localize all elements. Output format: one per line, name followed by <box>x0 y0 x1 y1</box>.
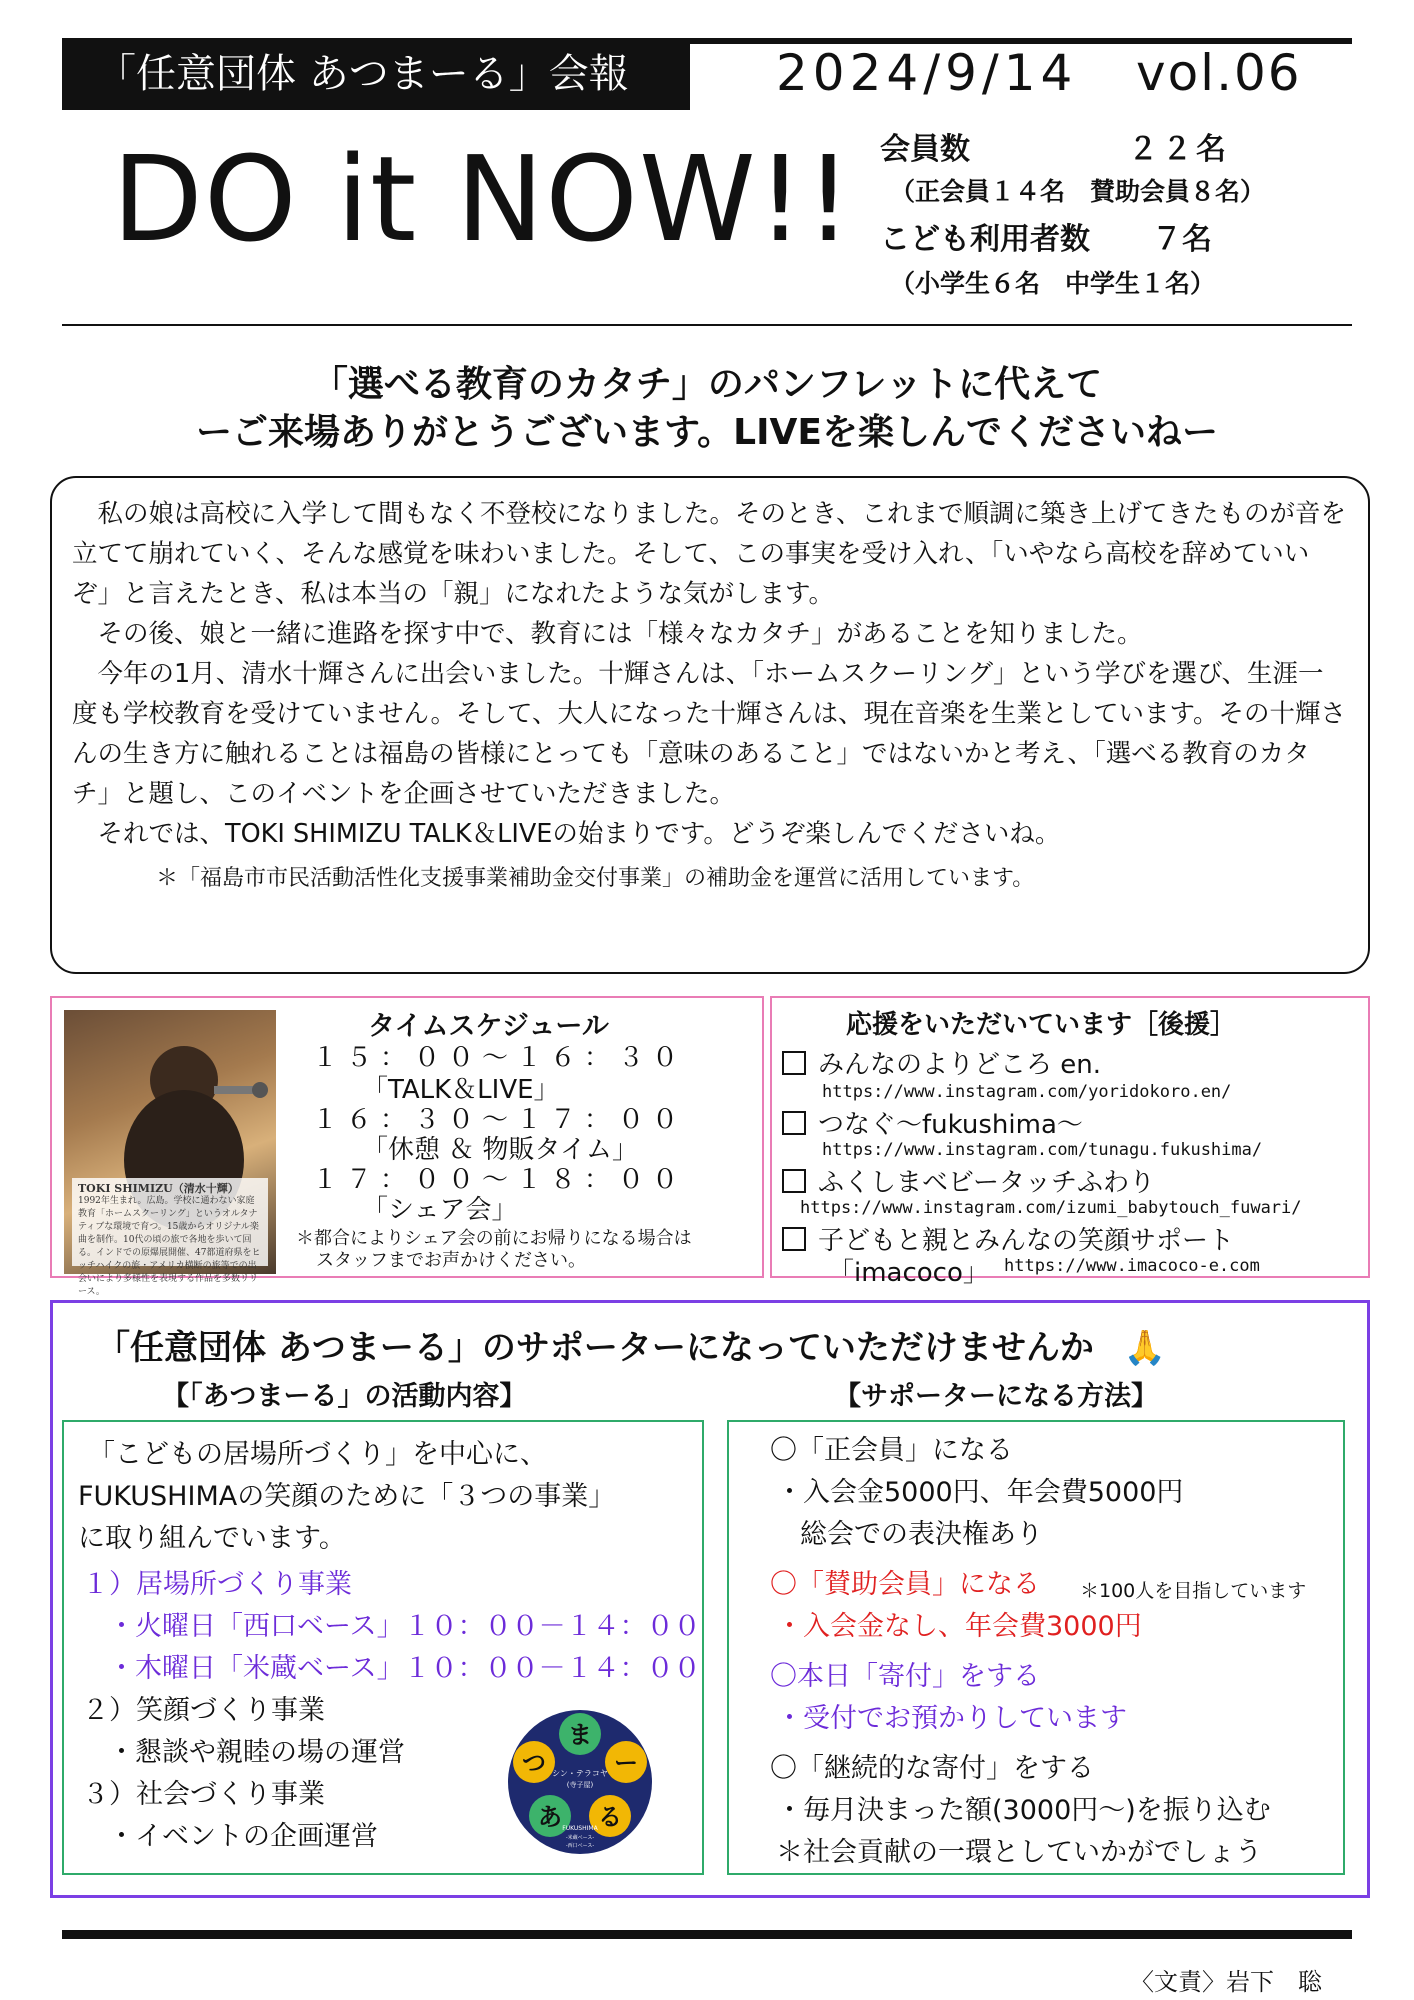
method-3-title: 〇本日「寄付」をする <box>770 1661 1040 1692</box>
sponsor-url-link[interactable]: https://www.instagram.com/izumi_babytouch_fuwari/ <box>800 1198 1302 1218</box>
sponsor-item <box>782 1104 1083 1141</box>
members-label: 会員数 <box>880 132 970 167</box>
method-4-title: 〇「継続的な寄付」をする <box>770 1753 1094 1784</box>
activity-3-detail: ・イベントの企画運営 <box>108 1821 378 1852</box>
supporter-title <box>96 1320 1166 1369</box>
performer-caption-name: TOKI SHIMIZU（清水十輝） <box>78 1182 239 1195</box>
headline-line-1: 「選べる教育のカタチ」のパンフレットに代えて <box>311 364 1103 405</box>
children-value: ７名 <box>1152 222 1212 257</box>
schedule-note-line-2: スタッフまでお声かけください。 <box>316 1250 586 1271</box>
headline-line-2: ーご来場ありがとうございます。LIVEを楽しんでくださいねー <box>196 412 1218 453</box>
supporter-title-text: 「任意団体 あつまーる」のサポーターになっていただけませんか <box>96 1328 1094 1368</box>
logo-center-text: (寺子屋) <box>566 1781 594 1789</box>
checkbox-icon <box>782 1051 806 1075</box>
method-1-detail: ・入会金5000円、年会費5000円 <box>776 1477 1184 1508</box>
logo-bottom-text: -米蔵ベース- <box>565 1835 595 1841</box>
sponsor-name: つなぐ～fukushima～ <box>818 1110 1083 1140</box>
logo-char: る <box>598 1803 622 1831</box>
sponsors-title: 応援をいただいています［後援］ <box>846 1010 1237 1040</box>
logo-char: ー <box>614 1749 638 1777</box>
sponsor-url-link[interactable]: https://www.instagram.com/tunagu.fukushima/ <box>822 1140 1263 1160</box>
schedule-note-line-1: ＊都合によりシェア会の前にお帰りになる場合は <box>296 1228 692 1249</box>
issue-date: 2024/9/14 <box>776 44 1078 102</box>
sponsor-item <box>782 1162 1155 1199</box>
checkbox-icon <box>782 1227 806 1251</box>
logo-bottom-text: -西口ベース- <box>565 1843 595 1849</box>
schedule-time: １７：００～１８：００ <box>312 1165 687 1195</box>
activities-intro: 「こどもの居場所づくり」を中心に、 <box>88 1439 547 1470</box>
subsidy-note: ＊「福島市市民活動活性化支援事業補助金交付事業」の補助金を運営に活用しています。 <box>156 866 1035 891</box>
activity-1-schedule: ・木曜日「米蔵ベース」１０：００－１４：００ <box>108 1653 701 1684</box>
praying-hands-icon: 🙏 <box>1123 1328 1167 1368</box>
schedule-time: １５：００～１６：３０ <box>312 1043 687 1073</box>
intro-paragraph: その後、娘と一緒に進路を探す中で、教育には「様々なカタチ」があることを知りました。 <box>97 619 1143 649</box>
sponsor-url-link[interactable]: https://www.instagram.com/yoridokoro.en/ <box>822 1082 1232 1102</box>
activity-3-title: ３）社会づくり事業 <box>82 1779 325 1810</box>
activities-heading: 【「あつまーる」の活動内容】 <box>162 1381 527 1412</box>
activity-2-detail: ・懇談や親睦の場の運営 <box>108 1737 405 1768</box>
logo-center-text: シン・テラコヤ <box>552 1769 608 1778</box>
performer-caption-text: 1992年生まれ。広島。学校に通わない家庭教育「ホームスクーリング」というオルタナティブな環境で育つ。15歳からオリジナル楽曲を制作。10代の頃の旅で各地を歩いて回る。インドでの原爆展開催、47都道府県をヒッチハイクの旅・アメリカ横断の旅等での出会いにより多様性を表現する作品を多数リリース。 <box>78 1196 261 1297</box>
activity-2-title: ２）笑顔づくり事業 <box>82 1695 325 1726</box>
header-divider <box>62 324 1352 326</box>
logo-char: あ <box>538 1803 562 1831</box>
newsletter-title: DO it NOW!! <box>112 130 854 268</box>
atsumaru-logo <box>506 1708 654 1856</box>
schedule-time: １６：３０～１７：００ <box>312 1105 687 1135</box>
sponsor-name: みんなのよりどころ en. <box>818 1050 1102 1080</box>
method-4-detail: ・毎月決まった額(3000円～)を振り込む <box>776 1795 1271 1826</box>
schedule-event: 「休憩 ＆ 物販タイム」 <box>362 1135 639 1165</box>
activities-intro: FUKUSHIMAの笑顔のために「３つの事業」 <box>78 1481 616 1512</box>
sponsor-name: 子どもと親とみんなの笑顔サポート <box>818 1226 1235 1256</box>
activities-intro: に取り組んでいます。 <box>78 1523 346 1554</box>
sponsor-url-link[interactable]: https://www.imacoco-e.com <box>1004 1256 1260 1276</box>
checkbox-icon <box>782 1169 806 1193</box>
intro-paragraph: それでは、TOKI SHIMIZU TALK＆LIVEの始まりです。どうぞ楽しんでくださいね。 <box>97 819 1061 849</box>
issue-volume: vol.06 <box>1136 44 1302 102</box>
performer-caption <box>72 1178 268 1297</box>
logo-char: つ <box>522 1749 546 1777</box>
sponsor-name: ふくしまベビータッチふわり <box>818 1168 1155 1198</box>
footer-rule <box>62 1930 1352 1939</box>
method-2-detail: ・入会金なし、年会費3000円 <box>776 1611 1142 1642</box>
children-detail: （小学生６名 中学生１名） <box>890 269 1216 298</box>
sponsor-name-2: 「imacoco」 <box>828 1258 989 1288</box>
method-2-title: 〇「賛助会員」になる <box>770 1569 1040 1600</box>
members-detail: （正会員１４名 賛助会員８名） <box>890 177 1266 206</box>
schedule-event: 「シェア会」 <box>362 1195 518 1225</box>
logo-char: ま <box>568 1721 592 1749</box>
activity-1-schedule: ・火曜日「西口ベース」１０：００－１４：００ <box>108 1611 701 1642</box>
logo-bottom-text: FUKUSHIMA <box>562 1825 598 1832</box>
sponsor-item <box>782 1044 1101 1081</box>
method-1-detail: 総会での表決権あり <box>800 1519 1043 1550</box>
intro-paragraph: 私の娘は高校に入学して間もなく不登校になりました。そのとき、これまで順調に築き上げてきたものが音を立てて崩れていく、そんな感覚を味わいました。そして、この事実を受け入れ、「いやなら高校を辞めていいぞ」と言えたとき、私は本当の「親」になれたような気がします。 <box>72 499 1346 609</box>
checkbox-icon <box>782 1111 806 1135</box>
children-label: こども利用者数 <box>880 222 1090 257</box>
intro-paragraph: 今年の1月、清水十輝さんに出会いました。十輝さんは、「ホームスクーリング」という学びを選び、生涯一度も学校教育を受けていません。そして、大人になった十輝さんは、現在音楽を生業としています。その十輝さんの生き方に触れることは福島の皆様にとっても「意味のあること」ではないかと考え、「選べる教育のカタチ」と題し、このイベントを企画させていただきました。 <box>72 659 1346 809</box>
method-2-note: ＊100人を目指しています <box>1080 1580 1307 1602</box>
author-credit: 〈文責〉岩下 聡 <box>1130 1968 1322 1996</box>
method-4-note: ＊社会貢献の一環としていかがでしょう <box>776 1837 1262 1868</box>
intro-message-box <box>50 476 1370 974</box>
method-1-title: 〇「正会員」になる <box>770 1435 1013 1466</box>
org-header-label: 「任意団体 あつまーる」会報 <box>62 38 690 110</box>
members-value: ２２名 <box>1128 132 1230 167</box>
schedule-title: タイムスケジュール <box>368 1011 609 1042</box>
method-3-detail: ・受付でお預かりしています <box>776 1703 1127 1734</box>
methods-heading: 【サポーターになる方法】 <box>834 1381 1158 1412</box>
schedule-event: 「TALK＆LIVE」 <box>362 1075 560 1105</box>
activity-1-title: １）居場所づくり事業 <box>82 1569 352 1600</box>
